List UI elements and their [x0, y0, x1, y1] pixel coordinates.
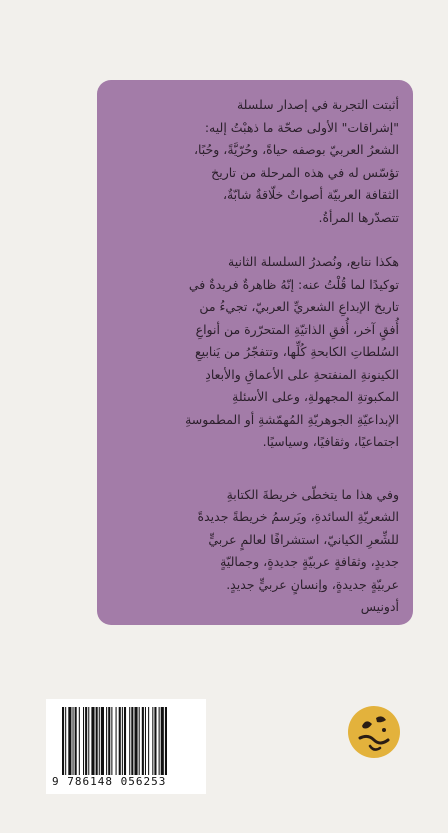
barcode-bar — [139, 707, 140, 775]
text-line: أثبتت التجربة في إصدار سلسلة — [236, 97, 399, 112]
barcode-bar — [131, 707, 133, 775]
barcode-bar — [161, 707, 164, 775]
author-signature: أدونيس — [360, 599, 399, 614]
text-line: أُفقٍ آخر، أُفقِ الذاتيّةِ المتحرّرة من أنواعِ — [195, 321, 399, 337]
barcode-bar — [122, 707, 123, 775]
text-line: "إشراقات" الأولى صحّة ما ذهبْتُ إليه: — [204, 119, 399, 135]
barcode-bar — [108, 707, 110, 775]
barcode-bar — [159, 707, 160, 775]
text-line: توكيدًا لما قُلْتُ عنه: إنّهُ ظاهرةٌ فريدةٌ في — [188, 276, 399, 292]
barcode-bar — [68, 707, 71, 775]
barcode-bar — [154, 707, 156, 775]
paragraph-spacer — [113, 229, 399, 251]
isbn-number: 9 786148 056253 — [52, 775, 167, 788]
barcode-bar — [145, 707, 146, 775]
paragraph-3 — [113, 484, 399, 597]
text-line: الشعريّةِ السائدةِ، ويَرسمُ خريطةً جديدةً — [197, 509, 399, 524]
barcode-bar — [79, 707, 80, 775]
text-line: جديدٍ، وثقافةٍ عربيّةٍ جديدةٍ، وجماليّةٍ — [220, 554, 399, 569]
barcode-bar — [88, 707, 89, 775]
barcode-bar — [111, 707, 112, 775]
text-line: الشعرُ العربيّ بوصفه حياةً، وحُرّيَّةً، وحُبًا، — [193, 142, 399, 157]
paragraph-spacer — [113, 454, 399, 484]
barcode-bar — [99, 707, 100, 775]
barcode-bar — [91, 707, 94, 775]
barcode-bar — [142, 707, 144, 775]
text-line: اجتماعيًا، وثقافيًا، وسياسيًا. — [262, 434, 399, 449]
text-line: تاريخ الإبداعِ الشعريِّ العربيّ، تجيءُ من — [199, 299, 399, 314]
barcode-bar — [165, 707, 167, 775]
barcode-bar — [119, 707, 121, 775]
paragraph-2 — [113, 251, 399, 454]
barcode-bar — [148, 707, 149, 775]
text-line: المكبوتةِ المجهولةِ، وعلى الأسئلةِ — [232, 389, 399, 404]
text-line: الإبداعيّةِ الجوهريّةِ المُهمّشةِ أو المطموسةِ — [185, 411, 399, 427]
isbn-barcode — [46, 699, 206, 794]
barcode-bar — [73, 707, 74, 775]
barcode-bar — [65, 707, 66, 775]
back-cover-text-panel — [97, 80, 413, 625]
barcode-bar — [124, 707, 126, 775]
barcode-bar — [85, 707, 87, 775]
text-line: الثقافة العربيّة أصواتٌ خلّاقةٌ شابّةٌ، — [222, 187, 399, 202]
paragraph-1 — [113, 94, 399, 229]
barcode-bar — [83, 707, 84, 775]
barcode-bar — [152, 707, 153, 775]
barcode-bar — [62, 707, 64, 775]
text-line: السُلطاتِ الكابحةِ كُلِّها، وتتفجّرُ من يَنابيعِ — [195, 344, 399, 359]
text-line: وفي هذا ما يتخطّى خريطةَ الكتابةِ — [226, 486, 399, 502]
barcode-bar — [134, 707, 137, 775]
barcode-bar — [129, 707, 130, 775]
text-line: عربيّةٍ جديدةٍ، وإنسانٍ عربيٍّ جديدٍ. — [226, 576, 399, 592]
text-line: تتصدّرها المرأةُ. — [318, 209, 399, 225]
barcode-bar — [106, 707, 107, 775]
barcode-bars — [62, 707, 192, 775]
barcode-bar — [101, 707, 104, 775]
barcode-bar — [96, 707, 98, 775]
barcode-bar — [116, 707, 117, 775]
text-line: للشِّعرِ الكيانيّ، استشرافًا لعالمٍ عربيٍّ — [208, 531, 399, 547]
text-line: تؤسّس له في هذه المرحلة من تاريخ — [211, 164, 399, 180]
text-line: هكذا نتابع، ونُصدرُ السلسلة الثانية — [228, 254, 399, 269]
barcode-bar — [75, 707, 77, 775]
publisher-logo-icon — [346, 704, 402, 760]
text-line: الكينونةِ المنفتحةِ على الأعماقِ والأبعادِ — [205, 366, 399, 382]
